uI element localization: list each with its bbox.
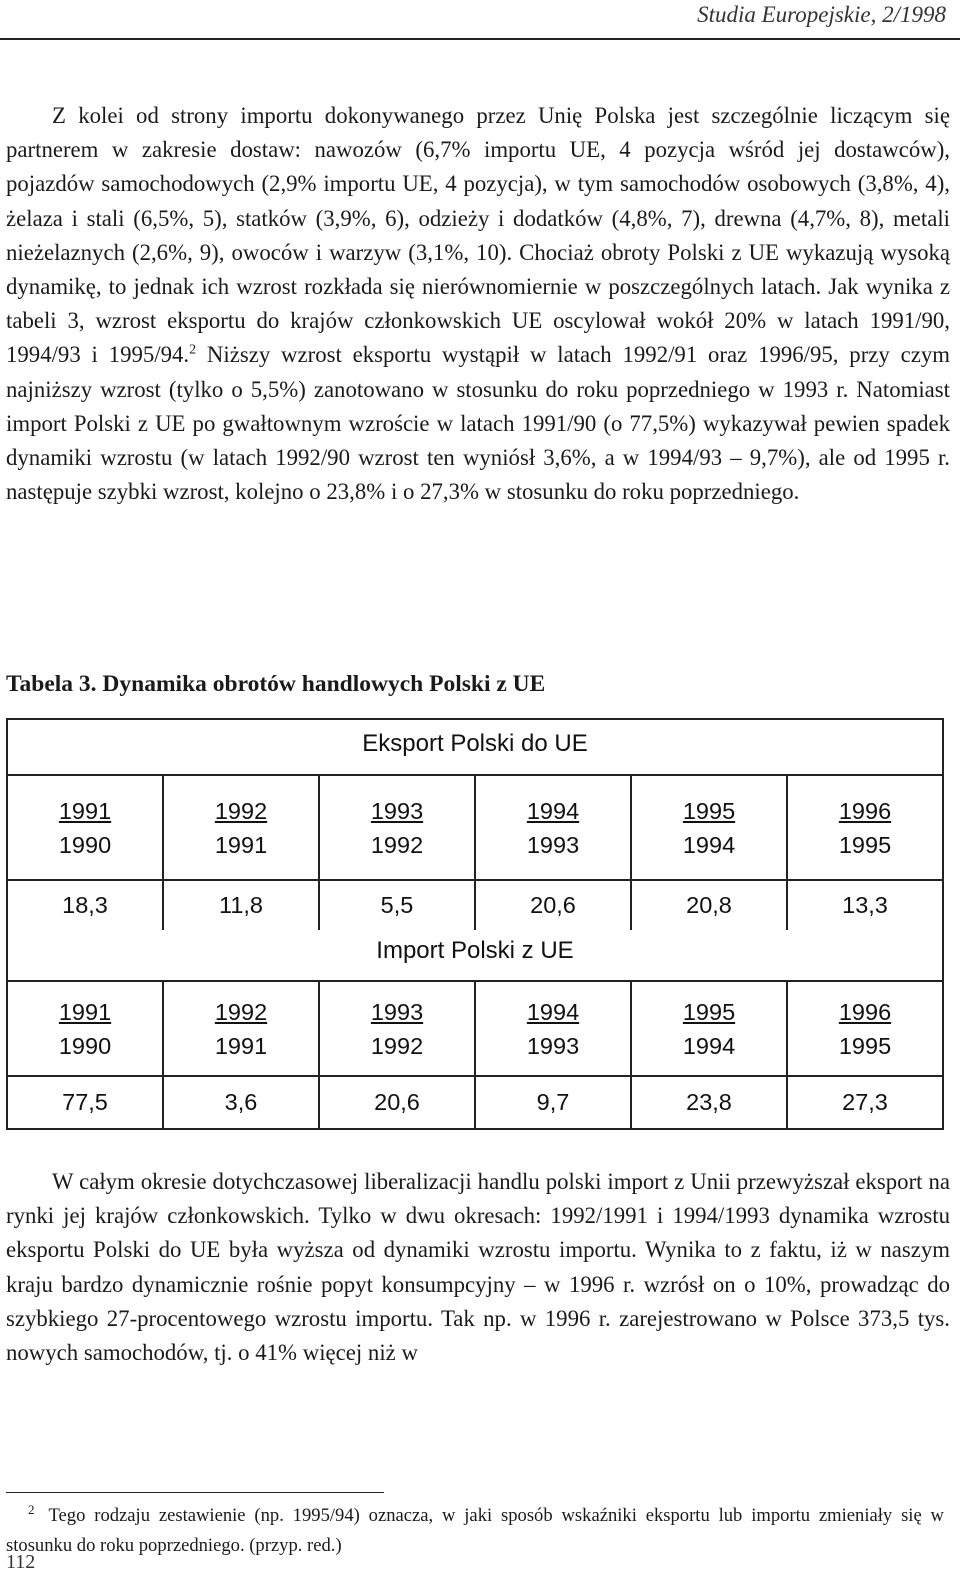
period-year: 1994 [526,998,580,1025]
period-base-year: 1995 [838,1032,892,1059]
page-header [0,0,960,40]
period-base-year: 1992 [370,1032,424,1059]
period-base-year: 1994 [682,831,736,858]
import-value-cell: 9,7 [476,1077,632,1128]
period-year: 1993 [370,998,424,1025]
table-caption: Tabela 3. Dynamika obrotów handlowych Polski z UE [6,671,546,697]
export-period-cell [320,776,476,879]
import-section-title: Import Polski z UE [376,937,574,964]
import-value-cell: 23,8 [632,1077,788,1128]
period-base-year: 1992 [370,831,424,858]
period-base-year: 1990 [58,1032,112,1059]
import-period-cell [8,982,164,1075]
trade-dynamics-table [6,718,944,1130]
period-year: 1991 [58,998,112,1025]
export-value-cell: 11,8 [164,881,320,930]
import-value-cell: 77,5 [8,1077,164,1128]
period-year: 1996 [838,797,892,824]
import-value-cell: 27,3 [842,1089,888,1115]
import-values-row [8,1077,942,1128]
paragraph-text: Z kolei od strony importu dokonywanego przez Unię Polska jest szczególnie liczącym się partnerem w zakresie dostaw: nawozów (6,7% importu UE, 4 pozycja wśród jej dostawców), pojazdów samochodowych (2,9% importu UE, 4 pozycja), w tym samochodów osobowych (3,8%, 4), żelaza i stali (6,5%, 5), statków (3,9%, 6), odzieży i dodatków (4,8%, 7), drewna (4,7%, 8), metali nieżelaznych (2,6%, 9), owoców i warzyw (3,1%, 10). Chociaż obroty Polski z UE wykazują wysoką dynamikę, to jednak ich wzrost rozkłada się nierównomiernie w poszczególnych latach. Jak wynika z tabeli 3, wzrost eksportu do krajów członkowskich UE oscylował wokół 20% w latach 1991/90, 1994/93 i 1995/94. [6,103,950,368]
export-value-cell: 13,3 [842,892,888,918]
export-value-cell: 20,8 [632,881,788,930]
period-year: 1991 [58,797,112,824]
import-period-cell [632,982,788,1075]
import-period-cell [476,982,632,1075]
period-base-year: 1995 [838,831,892,858]
period-year: 1993 [370,797,424,824]
footnote-marker: 2 [28,1501,35,1517]
period-year: 1992 [214,998,268,1025]
period-base-year: 1990 [58,831,112,858]
export-periods-row [8,776,942,879]
period-year: 1996 [838,998,892,1025]
footnote-text: Tego rodzaju zestawienie (np. 1995/94) oznacza, w jaki sposób wskaźniki eksportu lub importu zmieniały się w stosunku do roku poprzedniego. (przyp. red.) [6,1505,944,1556]
journal-title: Studia Europejskie, 2/1998 [697,2,946,27]
footnote [6,1501,944,1561]
period-base-year: 1993 [526,1032,580,1059]
export-value-cell: 5,5 [320,881,476,930]
import-period-cell [164,982,320,1075]
footnote-reference: 2 [189,342,197,358]
period-year: 1992 [214,797,268,824]
period-base-year: 1993 [526,831,580,858]
paragraph-text: W całym okresie dotychczasowej liberalizacji handlu polski import z Unii przewyższał eksport na rynki jej krajów członkowskich. Tylko w dwu okresach: 1992/1991 i 1994/1993 dynamika wzrostu eksportu Polski do UE była wyższa od dynamiki wzrostu importu. Wynika to z faktu, iż w naszym kraju bardzo dynamicznie rośnie popyt konsumpcyjny – w 1996 r. wzrósł on o 10%, prowadząc do szybkiego 27-procentowego wzrostu importu. Tak np. w 1996 r. zarejestrowano w Polsce 373,5 tys. nowych samochodów, tj. o 41% więcej niż w [6,1169,950,1366]
export-period-cell [476,776,632,879]
period-year: 1995 [682,797,736,824]
period-year: 1994 [526,797,580,824]
export-period-cell [632,776,788,879]
period-base-year: 1991 [214,1032,268,1059]
period-year: 1995 [682,998,736,1025]
paragraph-text-continued: Niższy wzrost eksportu wystąpił w latach 1992/91 oraz 1996/95, przy czym najniższy wzrost (tylko o 5,5%) zanotowano w stosunku do roku poprzedniego w 1993 r. Natomiast import Polski z UE po gwałtownym wzroście w latach 1991/90 (o 77,5%) wykazywał pewien spadek dynamiki wzrostu (w latach 1992/90 wzrost ten wyniósł 3,6%, a w 1994/93 – 9,7%), ale od 1995 r. następuje szybki wzrost, kolejno o 23,8% i o 27,3% w stosunku do roku poprzedniego. [6,342,950,505]
import-value-cell: 20,6 [320,1077,476,1128]
export-period-cell [8,776,164,879]
export-value-cell: 18,3 [8,881,164,930]
export-period-cell [788,776,942,879]
footnote-divider [6,1492,384,1493]
export-value-cell: 20,6 [476,881,632,930]
paragraph-liberalization [6,1165,950,1370]
import-period-cell [788,982,942,1075]
page-number: 112 [6,1551,36,1573]
paragraph-import-partner [6,99,950,509]
import-periods-row [8,982,942,1075]
export-section-title: Eksport Polski do UE [362,730,588,757]
import-value-cell: 3,6 [164,1077,320,1128]
export-period-cell [164,776,320,879]
export-values-row [8,881,942,930]
import-period-cell [320,982,476,1075]
period-base-year: 1991 [214,831,268,858]
period-base-year: 1994 [682,1032,736,1059]
